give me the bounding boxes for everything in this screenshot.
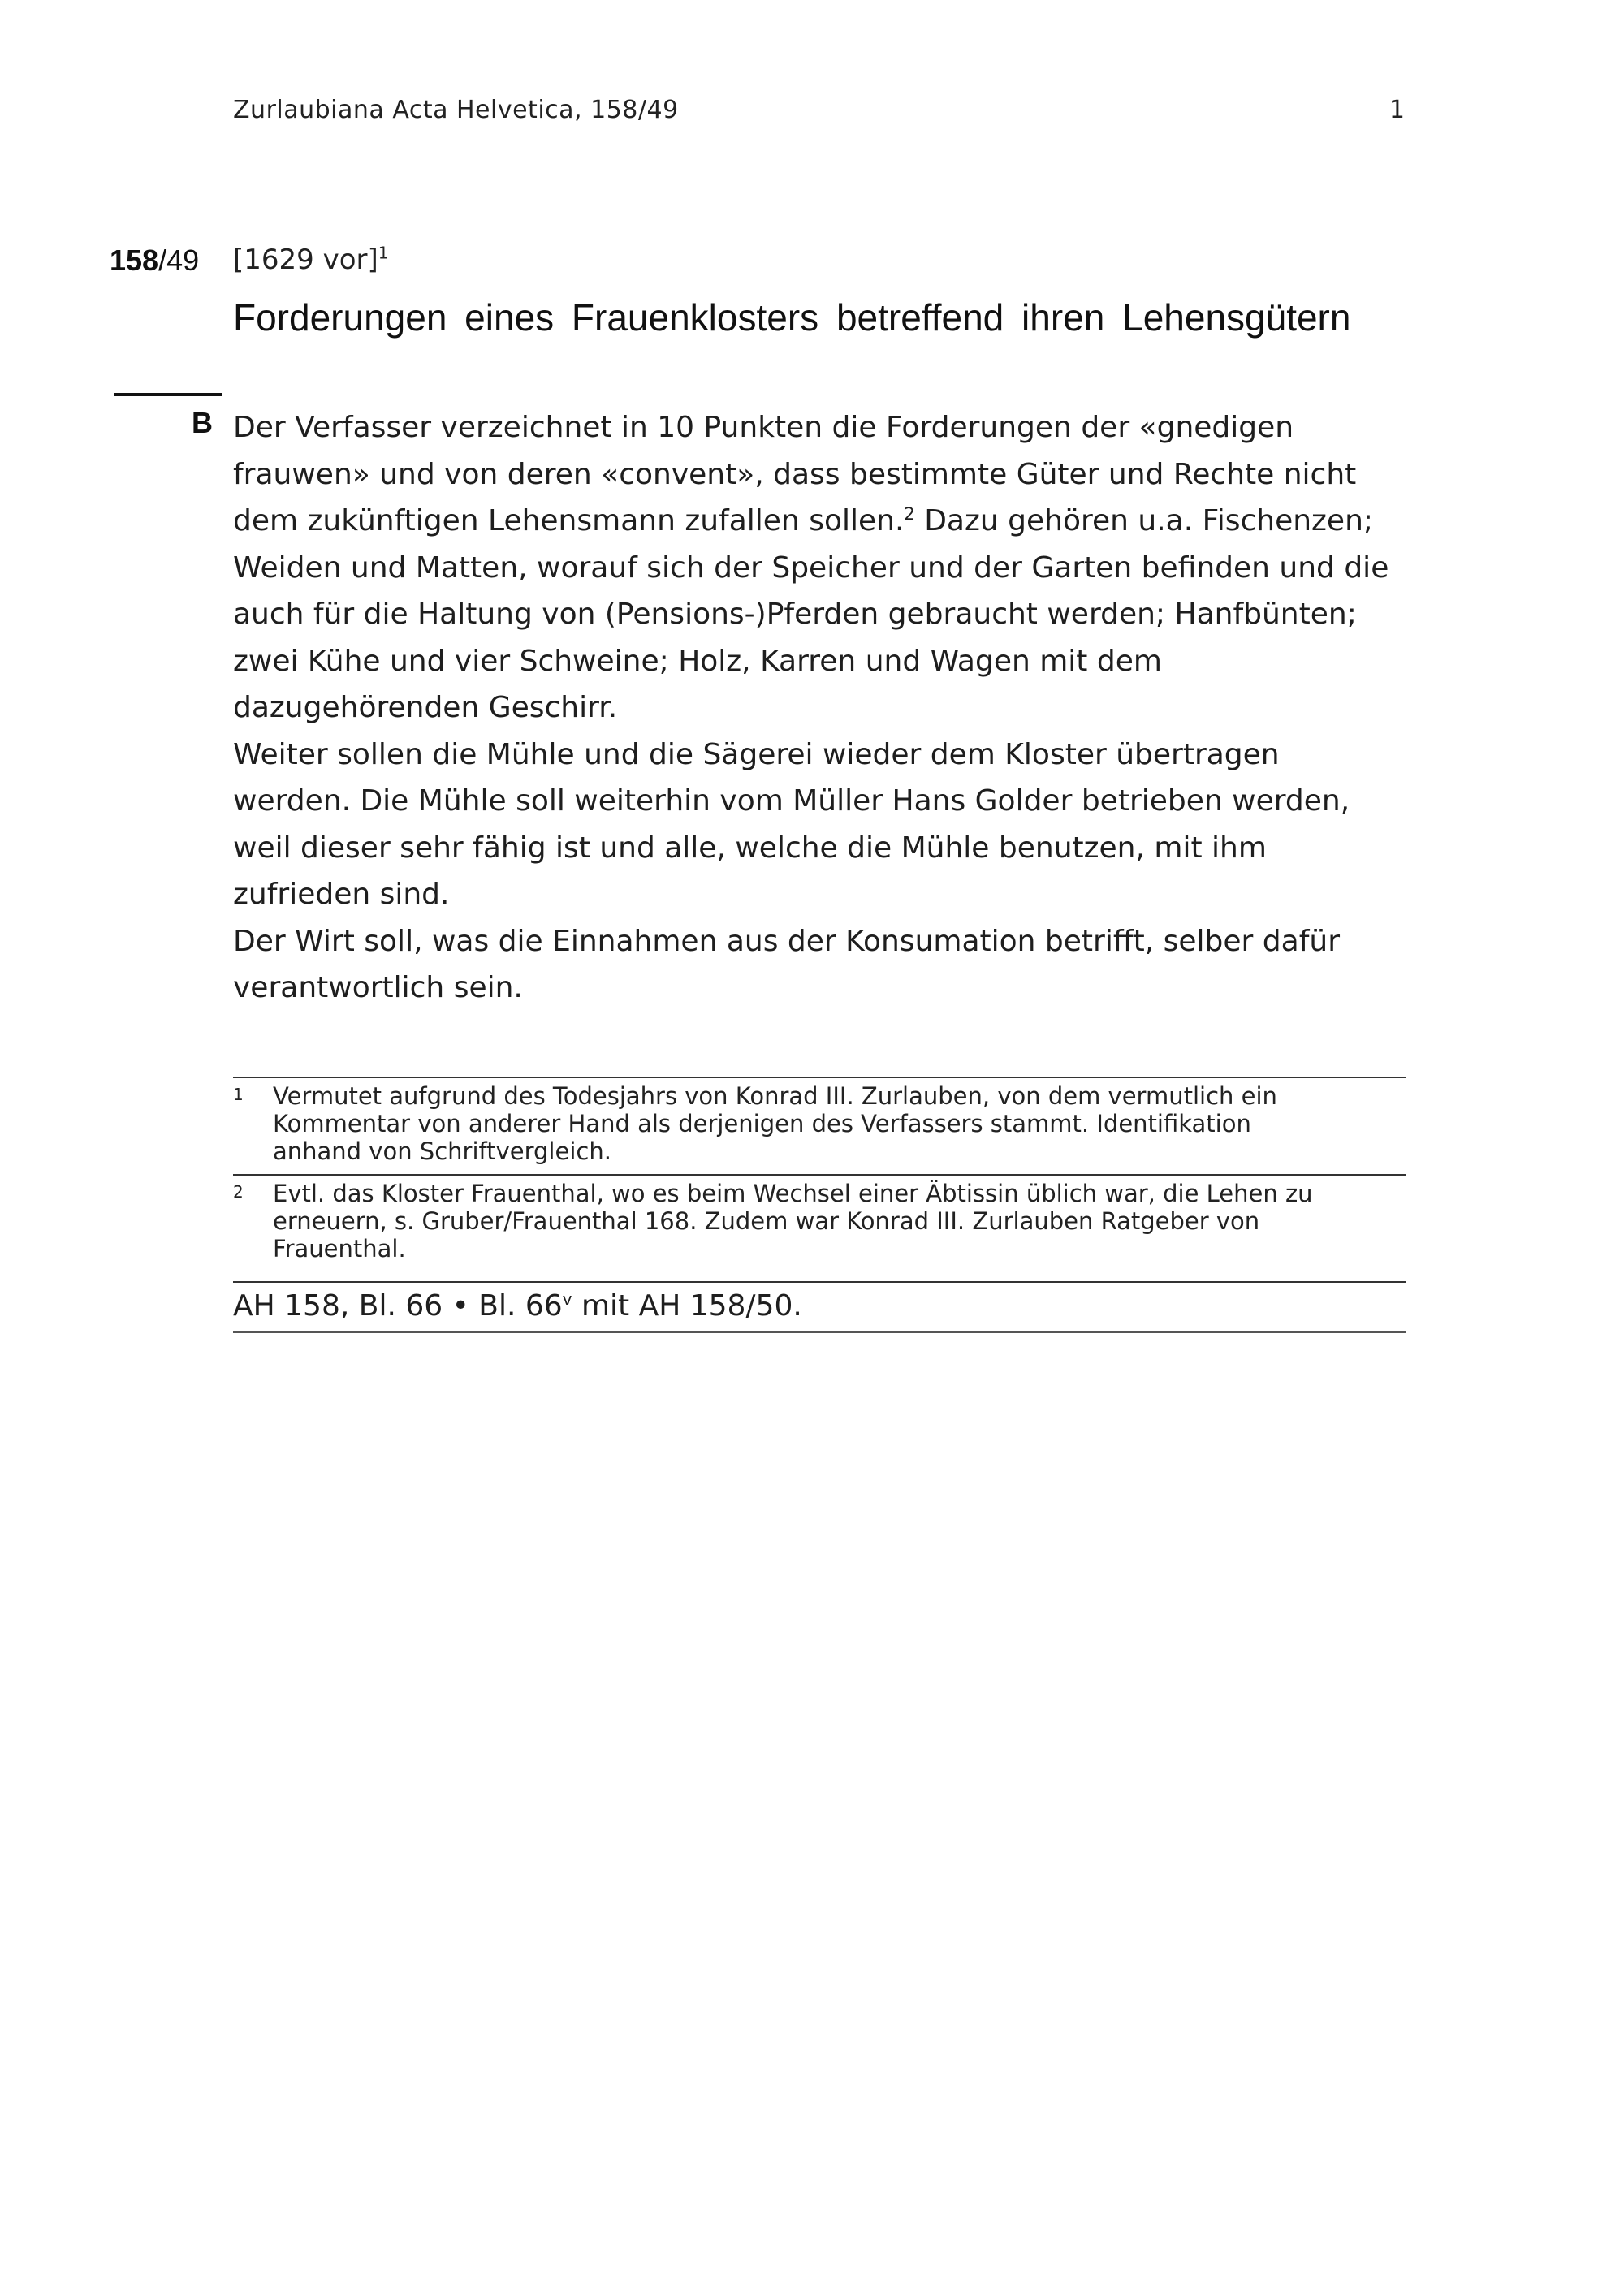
footnote-marker-2: 2 <box>233 1182 244 1202</box>
running-head: Zurlaubiana Acta Helvetica, 158/49 <box>233 96 679 124</box>
source-rule-bottom <box>233 1331 1406 1333</box>
footnote-ref-1: 1 <box>378 243 389 263</box>
source-reference <box>233 1289 1406 1323</box>
regest-body-part-1: Der Verfasser verzeichnet in 10 Punkten die Forderungen der «gnedigen frauwen» und von deren «convent», dass bestimmte Güter und Rechte nicht dem zukünftigen Lehensmann zufallen sollen. <box>233 411 1357 537</box>
document-date <box>233 244 389 276</box>
source-reference-part-2: mit AH 158/50. <box>572 1289 802 1323</box>
footnote-rule-1 <box>233 1077 1406 1078</box>
source-superscript: v <box>562 1289 572 1309</box>
document-number <box>110 244 199 278</box>
footnote-rule-2 <box>233 1174 1406 1176</box>
section-rule <box>114 393 222 396</box>
footnote-marker-1: 1 <box>233 1085 244 1104</box>
regest-body-part-2: Dazu gehören u.a. Fischenzen; Weiden und Matten, worauf sich der Speicher und der Garten befinden und die auch für die Haltung von (Pensions-)Pferden gebraucht werden; Hanfbünten; zwei Kühe und vier Schweine; Holz, Karren und Wagen mit dem dazugehörenden Geschirr. Weiter sollen die Mühle und die Sägerei wieder dem Kloster übertragen werden. Die Mühle soll weiterhin vom Müller Hans Golder betrieben werden, weil dieser sehr fähig ist und alle, welche die Mühle benutzen, mit ihm zufrieden sind. Der Wirt soll, was die Einnahmen aus der Konsumation betrifft, selber dafür verantwortlich sein. <box>233 504 1389 1004</box>
document-number-suffix: /49 <box>158 244 200 277</box>
source-reference-part-1: AH 158, Bl. 66 • Bl. 66 <box>233 1289 563 1323</box>
regest-body <box>233 404 1410 1012</box>
document-number-main: 158 <box>110 244 159 277</box>
section-marker: B <box>192 406 213 439</box>
source-rule-top <box>233 1281 1406 1283</box>
footnote-ref-2: 2 <box>904 504 915 524</box>
document-title: Forderungen eines Frauenklosters betreffend ihren Lehensgütern <box>233 296 1351 339</box>
footnote-text-2: Evtl. das Kloster Frauenthal, wo es beim Wechsel einer Äbtissin üblich war, die Lehen zu erneuern, s. Gruber/Frauenthal 168. Zudem war Konrad III. Zurlauben Ratgeber von Frauenthal. <box>273 1180 1313 1262</box>
footnote-text-1: Vermutet aufgrund des Todesjahrs von Konrad III. Zurlauben, von dem vermutlich ein Kommentar von anderer Hand als derjenigen des Verfassers stammt. Identifikation anhand von Schriftvergleich. <box>273 1082 1277 1165</box>
document-date-text: [1629 vor] <box>233 244 378 276</box>
page-number: 1 <box>1389 96 1405 124</box>
